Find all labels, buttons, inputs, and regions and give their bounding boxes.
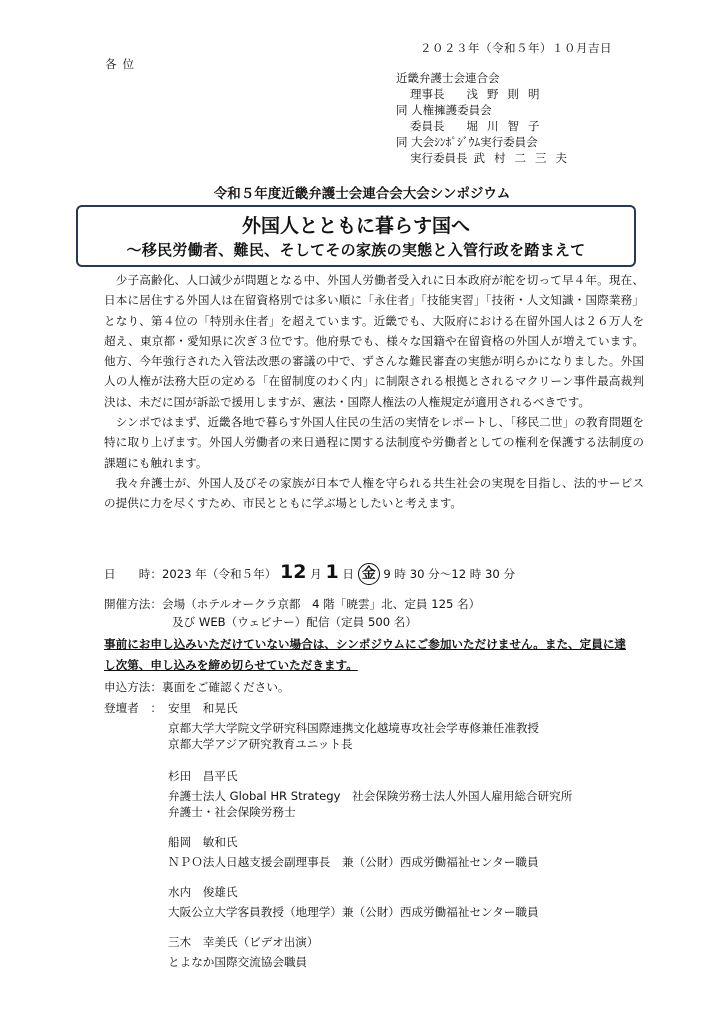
issuer-block <box>396 70 576 166</box>
issuer-role-line-2 <box>396 118 576 134</box>
speaker-entry <box>168 934 319 970</box>
speaker-entry <box>168 768 572 820</box>
issuer-role-line-1 <box>396 86 576 102</box>
issuer-role-2: 委員長 <box>410 119 445 133</box>
body-paragraph-2: シンポではまず、近畿各地で暮らす外国人住民の生活の実情をレポートし、「移民二世」の教育問題を特に取り上げます。外国人労働者の来日過程に関する法制度や労働者としての権利を保護する法制度の課題にも触れます。 <box>104 415 644 470</box>
venue-label: 開催方法： <box>104 597 162 611</box>
schedule-weekday: 金 <box>358 563 380 585</box>
venue-line-1 <box>104 596 480 612</box>
speaker-entry <box>168 834 539 870</box>
issuer-name-3: 武村二三夫 <box>473 151 576 165</box>
body-text <box>104 270 644 514</box>
schedule-year: 2023 年（令和５年） <box>161 567 277 581</box>
issuer-name-2: 堀川智子 <box>466 119 549 133</box>
speaker-name: 杉田 昌平氏 <box>168 769 238 783</box>
sub-title: ～移民労働者、難民、そしてその家族の実態と入管行政を踏まえて <box>126 241 586 259</box>
event-title: 令和５年度近畿弁護士会連合会大会シンポジウム <box>213 186 511 202</box>
speaker-affiliation: 弁護士法人 Global HR Strategy 社会保険労務士法人外国人雇用総合研究所 <box>168 789 573 803</box>
speaker-affiliation: 京都大学アジア研究教育ユニット長 <box>168 737 353 751</box>
application-label: 申込方法： <box>104 680 162 694</box>
schedule-time: 9 時 30 分～12 時 30 分 <box>383 567 516 581</box>
application-line <box>104 679 290 695</box>
speaker-affiliation: ＮＰＯ法人日越支援会副理事長 兼（公財）西成労働福祉センター職員 <box>168 855 539 869</box>
speaker-affiliation: とよなか国際交流協会職員 <box>168 955 308 969</box>
issuer-role-1: 理事長 <box>410 87 445 101</box>
document-date: ２０２３年（令和５年）１０月吉日 <box>420 41 612 55</box>
venue-text-1: 会場（ホテルオークラ京都 4 階「暁雲」北、定員 125 名） <box>161 597 481 611</box>
issuer-org: 近畿弁護士会連合会 <box>396 71 500 85</box>
speaker-affiliation: 京都大学大学院文学研究科国際連携文化越境専攻社会学専修兼任准教授 <box>168 721 540 735</box>
application-text: 裏面をご確認ください。 <box>161 680 290 694</box>
issuer-role-3: 実行委員長 <box>410 151 468 165</box>
schedule-label: 日 時： <box>104 567 162 581</box>
speakers-label: 登壇者 ： <box>104 701 162 715</box>
speaker-entry <box>168 700 539 752</box>
speaker-entry <box>168 884 539 920</box>
speaker-affiliation: 大阪公立大学客員教授（地理学）兼（公財）西成労働福祉センター職員 <box>168 905 539 919</box>
title-box <box>76 205 636 267</box>
speaker-name: 三木 幸美氏（ビデオ出演） <box>168 935 319 949</box>
schedule-day-unit: 日 <box>342 567 354 581</box>
addressee: 各位 <box>105 57 140 71</box>
issuer-name-1: 浅野則明 <box>466 87 549 101</box>
speaker-name: 水内 俊雄氏 <box>168 885 238 899</box>
issuer-role-line-3 <box>396 150 576 166</box>
body-paragraph-1: 少子高齢化、人口減少が問題となる中、外国人労働者受入れに日本政府が舵を切って早４年。現在、日本に居住する外国人は在留資格別では多い順に「永住者」「技能実習」「技術・人文知識・国際業務」となり、第４位の「特別永住者」を超えています。近畿でも、大阪府における在留外国人は２６万人を超え、東京都・愛知県に次ぎ３位です。他府県でも、様々な国籍や在留資格の外国人が増えています。他方、今年強行された入管法改悪の審議の中で、ずさんな難民審査の実態が明らかになりました。外国人の人権が法務大臣の定める「在留制度のわく内」に制限される根拠とされるマクリーン事件最高裁判決は、未だに国が訴訟で援用しますが、憲法・国際人権法の人権規定が適用されるべきです。 <box>104 273 644 409</box>
venue-text-2: 及び WEB（ウェビナー）配信（定員 500 名） <box>172 615 417 629</box>
speaker-name: 安里 和晃氏 <box>168 701 238 715</box>
schedule-line <box>104 561 515 585</box>
registration-warning: 事前にお申し込みいただけていない場合は、シンポジウムにご参加いただけません。また、定員に達し次第、申し込みを締め切らせていただきます。 <box>104 637 627 672</box>
speaker-affiliation: 弁護士・社会保険労務士 <box>168 805 296 819</box>
issuer-org-3: 同 大会ｼﾝﾎﾟｼﾞｳﾑ実行委員会 <box>396 135 538 149</box>
schedule-month-unit: 月 <box>310 567 322 581</box>
body-paragraph-3: 我々弁護士が、外国人及びその家族が日本で人権を守られる共生社会の実現を目指し、法的サービスの提供に力を尽くすため、市民とともに学ぶ場としたいと考えます。 <box>104 475 644 511</box>
schedule-day: 1 <box>325 561 339 583</box>
main-title: 外国人とともに暮らす国へ <box>241 215 470 237</box>
schedule-month: 12 <box>280 561 307 583</box>
issuer-org-2: 同 人権擁護委員会 <box>396 103 492 117</box>
speaker-name: 船岡 敏和氏 <box>168 835 238 849</box>
